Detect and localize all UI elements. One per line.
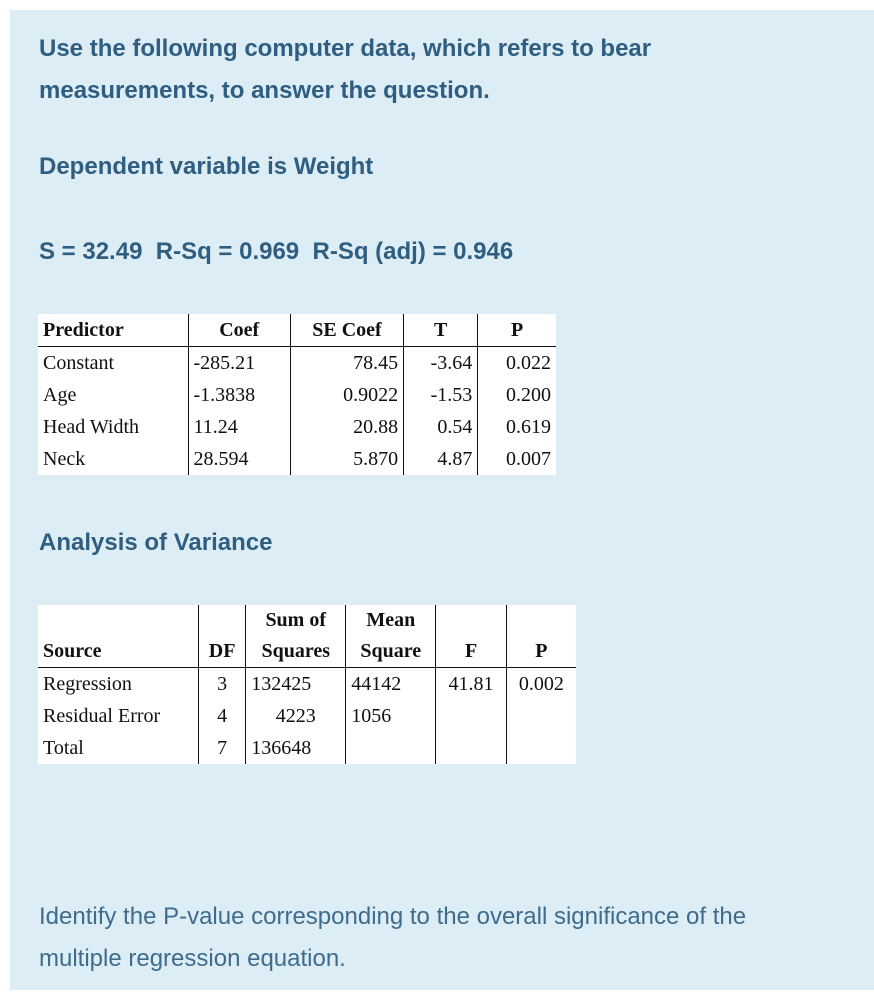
cell-f: 41.81 — [436, 668, 506, 701]
table-row — [38, 379, 556, 411]
col-header-df: DF — [198, 635, 245, 668]
anova-table — [38, 605, 576, 764]
cell-p — [506, 732, 576, 764]
dependent-variable-label: Dependent variable is Weight — [39, 153, 374, 180]
cell-t: 4.87 — [404, 443, 478, 475]
cell-sum-of-squares: 4223 — [246, 700, 346, 732]
anova-label: Analysis of Variance — [39, 529, 273, 556]
table-row — [38, 668, 576, 701]
col-header-p: P — [506, 635, 576, 668]
cell-df: 3 — [198, 668, 245, 701]
cell-sum-of-squares: 132425 — [246, 668, 346, 701]
col-header-coef: Coef — [188, 314, 290, 347]
cell-df: 7 — [198, 732, 245, 764]
cell-p: 0.007 — [478, 443, 556, 475]
cell-mean-square — [346, 732, 436, 764]
cell-p: 0.200 — [478, 379, 556, 411]
col-header-top-sum-of: Sum of — [246, 605, 346, 635]
cell-t: -1.53 — [404, 379, 478, 411]
cell-source: Total — [43, 737, 84, 759]
cell-p: 0.022 — [478, 347, 556, 380]
col-header-source: Source — [38, 635, 198, 668]
cell-coef: 11.24 — [188, 411, 290, 443]
cell-se-coef: 20.88 — [290, 411, 403, 443]
col-header-top — [198, 605, 245, 635]
col-header-predictor: Predictor — [38, 314, 188, 347]
cell-p — [506, 700, 576, 732]
table-row — [38, 700, 576, 732]
col-header-top-mean: Mean — [346, 605, 436, 635]
cell-mean-square: 1056 — [346, 700, 436, 732]
col-header-top — [38, 605, 198, 635]
cell-coef: 28.594 — [188, 443, 290, 475]
cell-coef: -285.21 — [188, 347, 290, 380]
intro-line-1: Use the following computer data, which refers to bear — [39, 35, 652, 62]
cell-df: 4 — [198, 700, 245, 732]
col-header-se-coef: SE Coef — [290, 314, 403, 347]
question-line-2: multiple regression equation. — [39, 945, 346, 972]
cell-t: 0.54 — [404, 411, 478, 443]
col-header-top — [436, 605, 506, 635]
cell-f — [436, 700, 506, 732]
intro-line-2: measurements, to answer the question. — [39, 77, 490, 104]
cell-f — [436, 732, 506, 764]
table-header-row — [38, 314, 556, 347]
cell-source: Residual Error — [43, 705, 161, 727]
table-row — [38, 347, 556, 380]
cell-source: Regression — [43, 673, 132, 695]
col-header-top — [506, 605, 576, 635]
table-header-row — [38, 605, 576, 635]
cell-p: 0.002 — [506, 668, 576, 701]
coefficient-table — [38, 314, 556, 475]
table-header-row — [38, 635, 576, 668]
cell-p: 0.619 — [478, 411, 556, 443]
regression-stats-line: S = 32.49 R-Sq = 0.969 R-Sq (adj) = 0.946 — [39, 238, 514, 265]
cell-t: -3.64 — [404, 347, 478, 380]
table-row — [38, 411, 556, 443]
cell-coef: -1.3838 — [188, 379, 290, 411]
cell-mean-square: 44142 — [346, 668, 436, 701]
cell-predictor: Head Width — [43, 416, 140, 438]
cell-sum-of-squares: 136648 — [246, 732, 346, 764]
col-header-square: Square — [346, 635, 436, 668]
cell-se-coef: 0.9022 — [290, 379, 403, 411]
question-line-1: Identify the P-value corresponding to the overall significance of the — [39, 903, 747, 930]
cell-predictor: Constant — [43, 352, 115, 374]
col-header-squares: Squares — [246, 635, 346, 668]
cell-predictor: Age — [43, 384, 77, 406]
col-header-t: T — [404, 314, 478, 347]
cell-se-coef: 78.45 — [290, 347, 403, 380]
col-header-p: P — [478, 314, 556, 347]
table-row — [38, 732, 576, 764]
col-header-f: F — [436, 635, 506, 668]
table-row — [38, 443, 556, 475]
cell-se-coef: 5.870 — [290, 443, 403, 475]
cell-predictor: Neck — [43, 448, 86, 470]
question-card — [10, 10, 874, 990]
